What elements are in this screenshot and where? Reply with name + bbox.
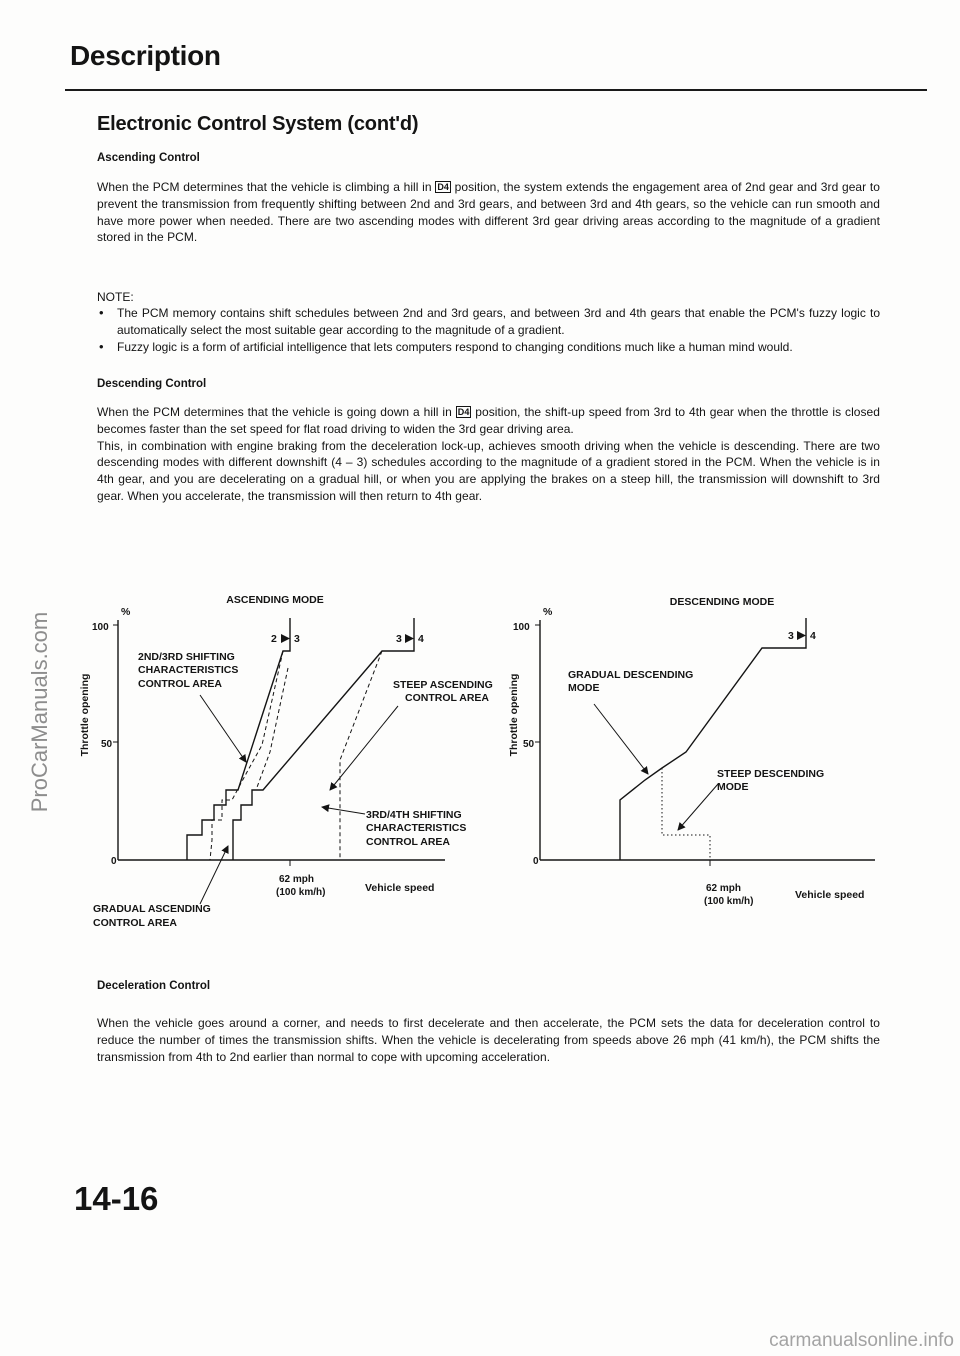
note-label: NOTE: <box>97 290 134 304</box>
page-title: Description <box>70 40 221 71</box>
label-2nd3rd-line1: 2ND/3RD SHIFTING <box>138 651 235 663</box>
shift-23-to: 3 <box>294 633 300 645</box>
side-watermark: ProCarManuals.com <box>27 611 52 813</box>
shift-34-to: 4 <box>418 633 424 645</box>
label-gradual-descending-line2: MODE <box>568 682 600 694</box>
descending-text <box>97 404 880 438</box>
pointer-steep-descending <box>678 784 718 830</box>
pointer-2nd3rd <box>200 695 246 762</box>
deceleration-heading: Deceleration Control <box>97 980 211 992</box>
shift-mode-diagrams <box>0 580 960 940</box>
y-tick-50: 50 <box>101 739 113 750</box>
shift-34-arrow-icon <box>405 634 414 643</box>
y-tick-0: 0 <box>111 856 117 867</box>
shift-34-from: 3 <box>396 633 402 645</box>
descending-mode-diagram <box>508 596 875 907</box>
y-unit-label: % <box>543 606 553 618</box>
ascending-text-before: When the PCM determines that the vehicle is climbing a hill in <box>97 180 432 194</box>
x-tick-62mph: 62 mph <box>279 874 315 885</box>
x-tick-62mph: 62 mph <box>706 883 742 894</box>
note-list <box>97 305 880 355</box>
x-axis-label: Vehicle speed <box>795 889 865 901</box>
page-number: 14-16 <box>74 1180 159 1217</box>
label-3rd4th-line1: 3RD/4TH SHIFTING <box>366 809 462 821</box>
shift-34-arrow-icon <box>797 631 806 640</box>
descending-text-after: position, the shift-up speed from 3rd to 4th gear when the throttle is closed becomes faster than the set speed for flat road driving to widen the 3rd gear driving area. <box>97 405 881 436</box>
y-tick-100: 100 <box>513 622 530 633</box>
label-gradual-descending-line1: GRADUAL DESCENDING <box>568 669 694 681</box>
label-steep-descending-line1: STEEP DESCENDING <box>717 768 825 780</box>
label-2nd3rd-line3: CONTROL AREA <box>138 678 222 690</box>
y-axis-label: Throttle opening <box>508 673 520 757</box>
y-tick-100: 100 <box>92 622 109 633</box>
ascending-paragraph <box>97 179 880 246</box>
shift-line-3-4-steep <box>662 768 710 860</box>
label-steep-line1: STEEP ASCENDING <box>393 679 493 691</box>
deceleration-paragraph <box>97 1015 880 1065</box>
y-axis-label: Throttle opening <box>79 673 91 757</box>
ascending-text <box>97 179 880 246</box>
note-item: • The PCM memory contains shift schedules between 2nd and 3rd gears, and between 3rd and 4th gears that enable the PCM's fuzzy logic to automatically select the most suitable gear according to the magnitude of a gradient. <box>97 305 880 339</box>
y-tick-0: 0 <box>533 856 539 867</box>
deceleration-text: When the vehicle goes around a corner, and needs to first decelerate and then accelerate, the PCM sets the data for deceleration control to reduce the number of times the transmission shifts. When the vehicle is decelerating from speeds above 26 mph (41 km/h), the PCM shifts the transmission from 4th to 2nd earlier than normal to cope with upcoming acceleration. <box>97 1016 880 1064</box>
y-tick-50: 50 <box>523 739 535 750</box>
shift-23-arrow-icon <box>281 634 290 643</box>
y-unit-label: % <box>121 606 131 618</box>
label-3rd4th-line2: CHARACTERISTICS <box>366 822 467 834</box>
label-gradual-line1: GRADUAL ASCENDING <box>93 903 211 915</box>
footer-watermark: carmanualsonline.info <box>769 1330 954 1351</box>
x-tick-100kmh: (100 km/h) <box>276 887 326 898</box>
ascending-mode-diagram <box>79 594 493 929</box>
descending-text-continued: This, in combination with engine braking from the deceleration lock-up, achieves smooth driving when the vehicle is descending. There are two descending modes with different downshift (4 – 3) schedules according to the magnitude of a gradient stored in the PCM. When the vehicle is in 4th gear, and you are decelerating on a gradual hill, or when you are applying the brakes on a steep hill, the transmission will downshift to 3rd gear. When you accelerate, the transmission will then return to 4th gear. <box>97 438 880 503</box>
label-steep-line2: CONTROL AREA <box>405 692 489 704</box>
shift-34-from: 3 <box>788 630 794 642</box>
descending-paragraph <box>97 404 880 505</box>
gear-d4-symbol: D4 <box>457 407 470 417</box>
pointer-3rd4th <box>322 807 365 814</box>
label-2nd3rd-line2: CHARACTERISTICS <box>138 664 239 676</box>
descending-diagram-title: DESCENDING MODE <box>669 596 775 608</box>
ascending-diagram-title: ASCENDING MODE <box>226 594 324 606</box>
shift-line-3-4 <box>620 618 806 860</box>
label-3rd4th-line3: CONTROL AREA <box>366 836 450 848</box>
shift-23-from: 2 <box>271 633 277 645</box>
shift-34-to: 4 <box>810 630 816 642</box>
pointer-gradual-ascending <box>200 846 228 904</box>
gear-d4-symbol: D4 <box>437 182 449 192</box>
note-item: • Fuzzy logic is a form of artificial intelligence that lets computers respond to changing conditions much like a human mind would. <box>97 339 880 356</box>
pointer-gradual-descending <box>594 704 648 774</box>
descending-heading: Descending Control <box>97 378 207 390</box>
header-rule <box>65 89 927 91</box>
descending-text-before: When the PCM determines that the vehicle is going down a hill in <box>97 405 452 419</box>
label-gradual-line2: CONTROL AREA <box>93 917 177 929</box>
ascending-text-after: position, the system extends the engagement area of 2nd gear and 3rd gear to prevent the transmission from frequently shifting between 2nd and 3rd gears, and between 3rd and 4th gears, so the vehicle can run smooth and have more power when needed. There are two ascending modes with different 3rd gear driving areas according to the magnitude of a gradient stored in the PCM. <box>97 180 881 245</box>
x-tick-100kmh: (100 km/h) <box>704 896 754 907</box>
section-title: Electronic Control System (cont'd) <box>97 113 419 135</box>
pointer-steep-ascending <box>330 706 398 790</box>
x-axis-label: Vehicle speed <box>365 882 435 894</box>
label-steep-descending-line2: MODE <box>717 781 749 793</box>
ascending-heading: Ascending Control <box>97 152 200 164</box>
